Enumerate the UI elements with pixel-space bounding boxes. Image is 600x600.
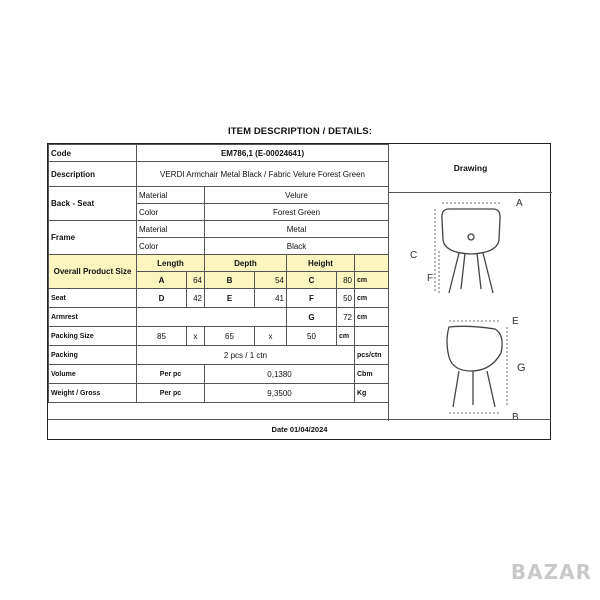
frame-material-row (49, 221, 389, 238)
dim-d-value: 42 (187, 289, 205, 308)
dim-b-value: 54 (255, 272, 287, 289)
height-header: Height (287, 255, 355, 272)
packing-value: 2 pcs / 1 ctn (137, 346, 355, 365)
overall-label: Overall Product Size (49, 255, 137, 289)
drawing-label-g: G (517, 362, 526, 374)
chair-front-view (442, 209, 500, 293)
dim-e-label: E (205, 289, 255, 308)
drawing-panel (388, 144, 552, 421)
description-row (49, 162, 389, 187)
weight-row (49, 384, 389, 403)
volume-value: 0,1380 (205, 365, 355, 384)
drawing-heading: Drawing (389, 144, 552, 193)
back-seat-color-value: Forest Green (205, 204, 389, 221)
code-row (49, 145, 389, 162)
packing-size-label: Packing Size (49, 327, 137, 346)
packing-size-x2: x (255, 327, 287, 346)
packing-row (49, 346, 389, 365)
dim-f-label: F (287, 289, 337, 308)
chair-drawing (389, 193, 552, 421)
description-value: VERDI Armchair Metal Black / Fabric Velure Forest Green (137, 162, 389, 187)
frame-color-label: Color (137, 238, 205, 255)
drawing-label-f: F (427, 273, 434, 284)
packing-size-row (49, 327, 389, 346)
packing-unit: pcs/ctn (355, 346, 389, 365)
dim-e-value: 41 (255, 289, 287, 308)
packing-size-x1: x (187, 327, 205, 346)
details-sheet (47, 143, 551, 440)
armrest-row (49, 308, 389, 327)
drawing-label-c: C (410, 250, 418, 261)
drawing-label-e: E (512, 316, 519, 327)
volume-row (49, 365, 389, 384)
drawing-label-a: A (516, 198, 523, 209)
dim-f-value: 50 (337, 289, 355, 308)
depth-header: Depth (205, 255, 287, 272)
overall-unit: cm (355, 272, 389, 289)
dim-a-value: 64 (187, 272, 205, 289)
packing-label: Packing (49, 346, 137, 365)
spec-table (48, 144, 389, 403)
code-value: EM786,1 (E-00024641) (137, 145, 389, 162)
frame-material-value: Metal (205, 221, 389, 238)
seat-label: Seat (49, 289, 137, 308)
dim-a-label: A (137, 272, 187, 289)
seat-row (49, 289, 389, 308)
armrest-unit: cm (355, 308, 389, 327)
back-seat-material-row (49, 187, 389, 204)
back-seat-label: Back - Seat (49, 187, 137, 221)
frame-color-value: Black (205, 238, 389, 255)
overall-header-row (49, 255, 389, 272)
dim-g-label: G (287, 308, 337, 327)
overall-empty-cell (355, 255, 389, 272)
date-footer: Date 01/04/2024 (48, 419, 551, 439)
chair-side-view (447, 326, 502, 407)
volume-per: Per pc (137, 365, 205, 384)
weight-unit: Kg (355, 384, 389, 403)
description-label: Description (49, 162, 137, 187)
side-dimension-lines (449, 321, 507, 413)
packing-size-v1: 85 (137, 327, 187, 346)
back-seat-color-label: Color (137, 204, 205, 221)
frame-label: Frame (49, 221, 137, 255)
watermark-logo: BAZAR (510, 560, 592, 584)
dim-g-value: 72 (337, 308, 355, 327)
volume-label: Volume (49, 365, 137, 384)
drawing-label-b: B (512, 412, 519, 421)
seat-unit: cm (355, 289, 389, 308)
weight-label: Weight / Gross (49, 384, 137, 403)
packing-size-v3: 50 (287, 327, 337, 346)
dim-c-label: C (287, 272, 337, 289)
packing-size-empty-cell (355, 327, 389, 346)
code-label: Code (49, 145, 137, 162)
frame-material-label: Material (137, 221, 205, 238)
armrest-empty-cell (137, 308, 287, 327)
dim-c-value: 80 (337, 272, 355, 289)
dim-b-label: B (205, 272, 255, 289)
weight-value: 9,3500 (205, 384, 355, 403)
back-seat-material-value: Velure (205, 187, 389, 204)
page-title: ITEM DESCRIPTION / DETAILS: (228, 126, 372, 137)
length-header: Length (137, 255, 205, 272)
armrest-label: Armrest (49, 308, 137, 327)
dim-d-label: D (137, 289, 187, 308)
packing-size-unit: cm (337, 327, 355, 346)
packing-size-v2: 65 (205, 327, 255, 346)
weight-per: Per pc (137, 384, 205, 403)
back-seat-material-label: Material (137, 187, 205, 204)
volume-unit: Cbm (355, 365, 389, 384)
